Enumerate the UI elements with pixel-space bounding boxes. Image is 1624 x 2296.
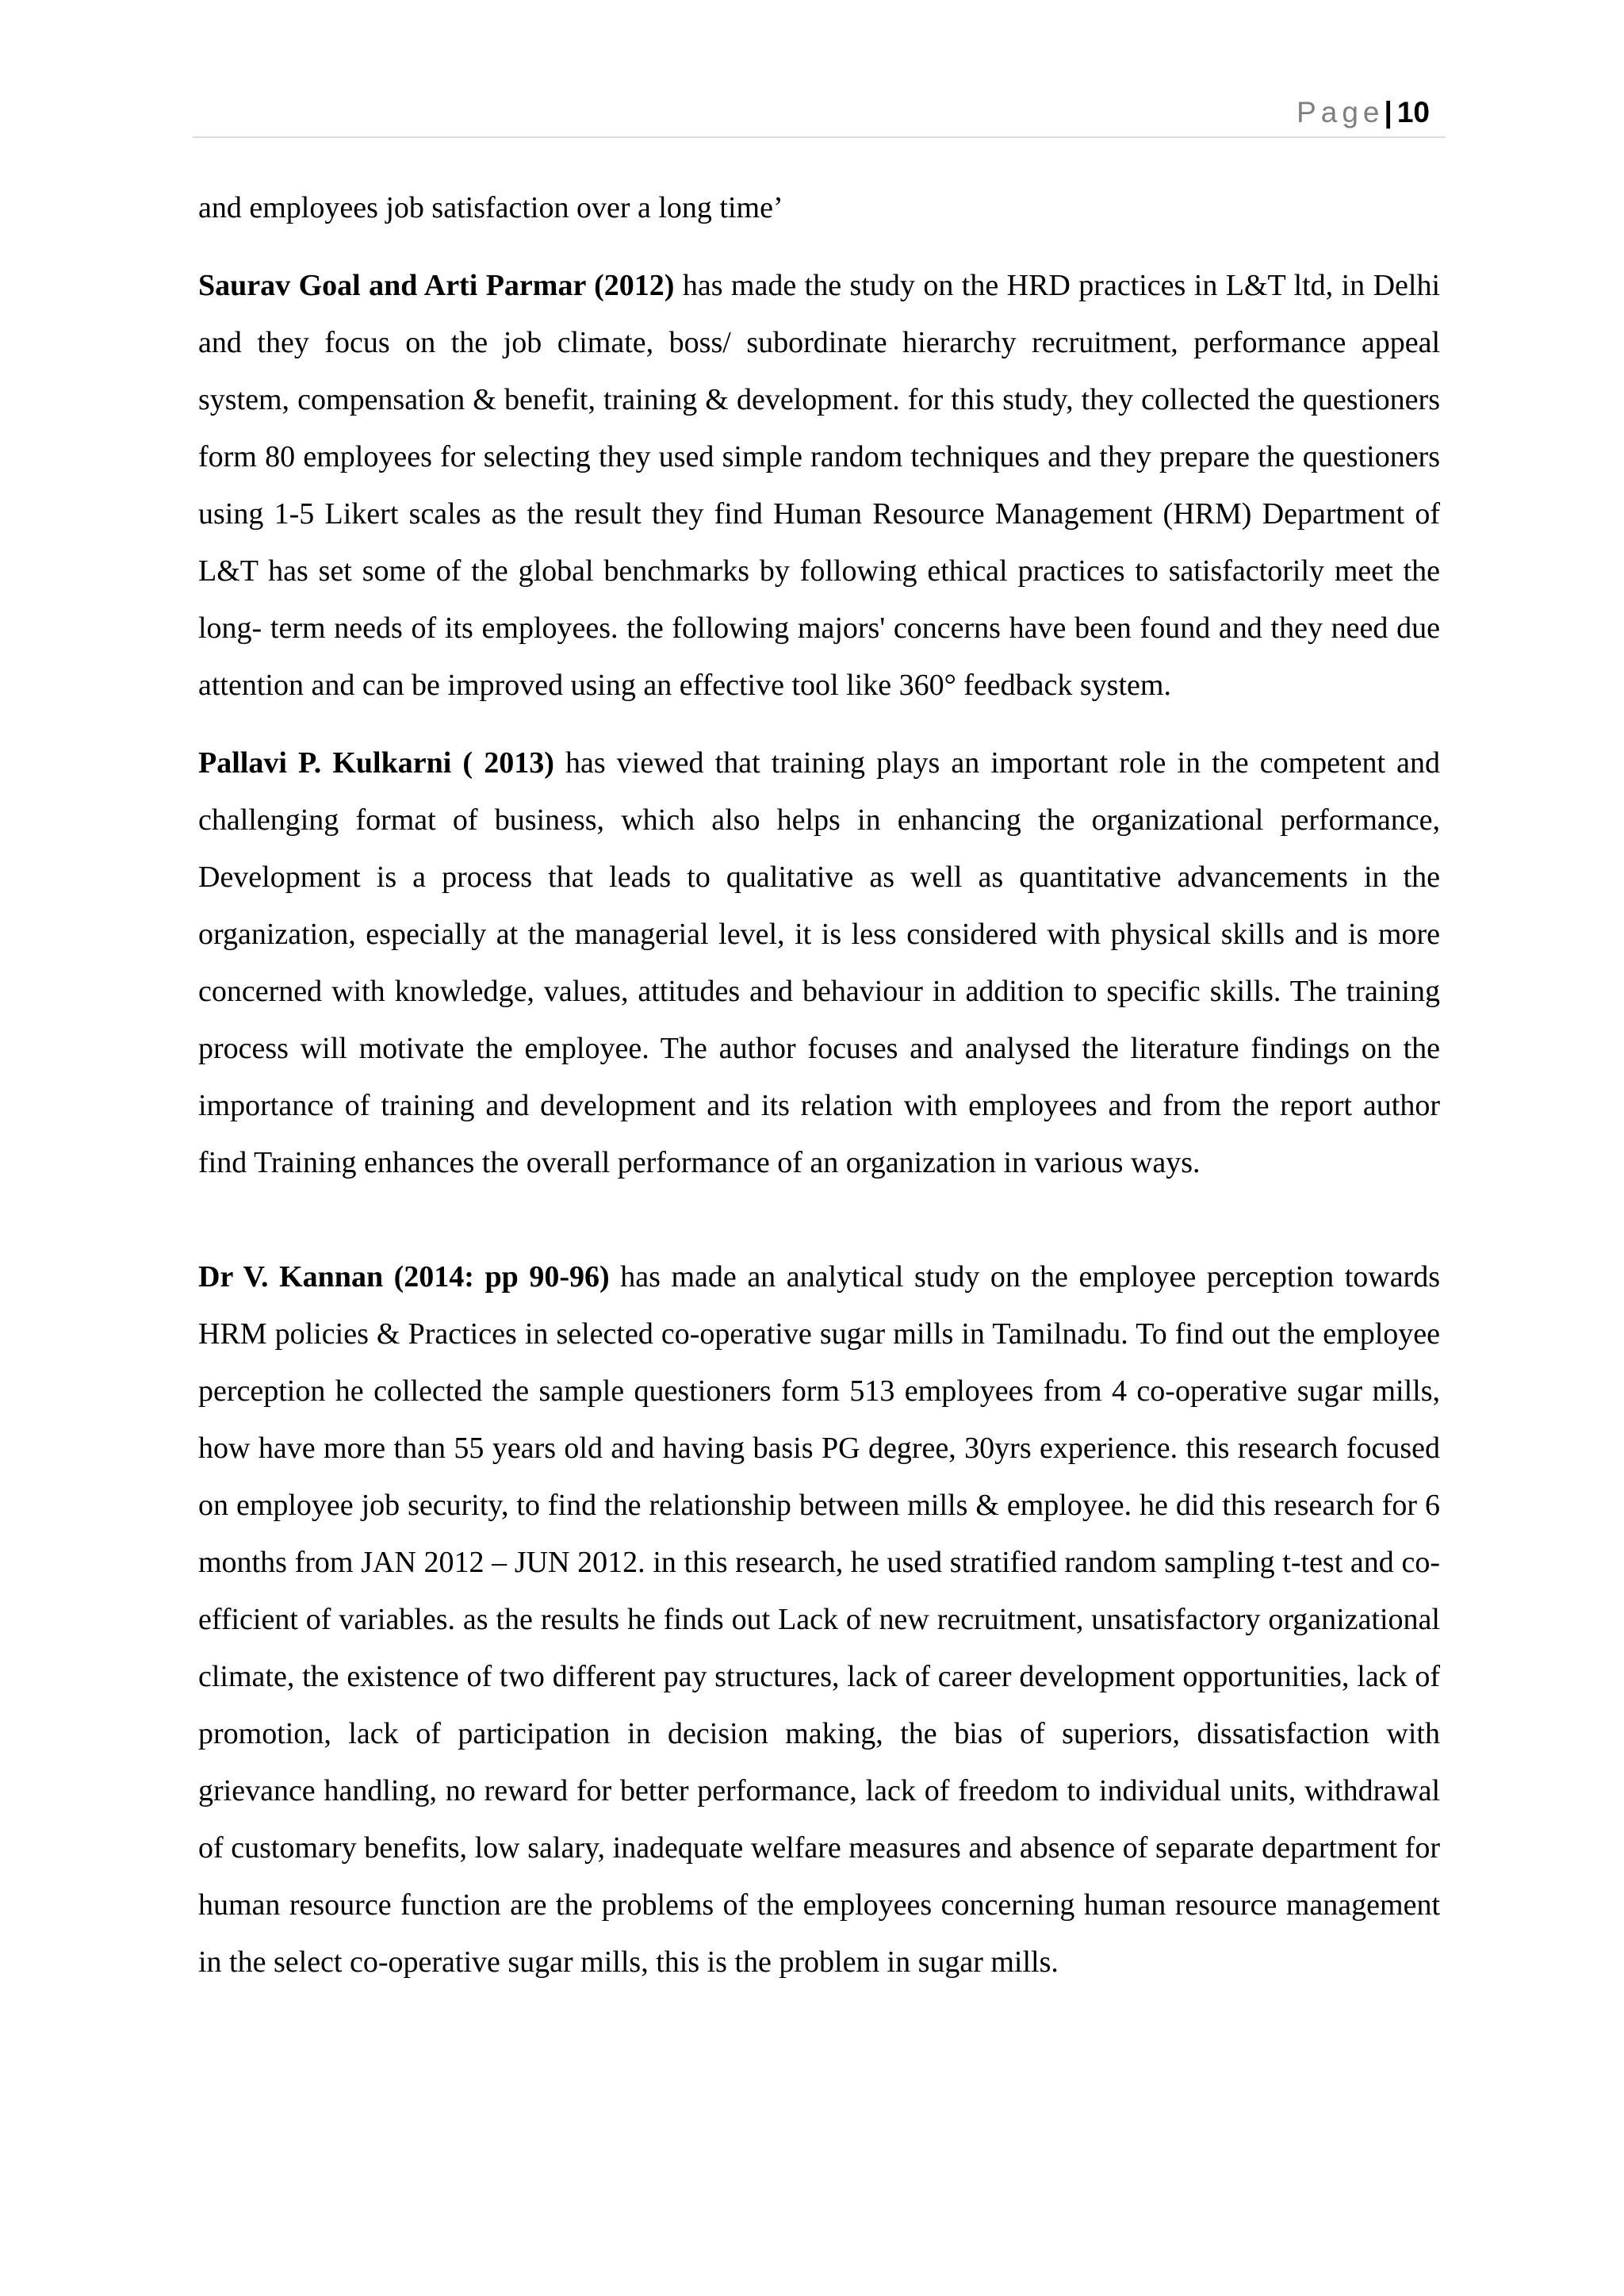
citation-author: Dr V. Kannan (2014: pp 90-96) bbox=[198, 1260, 610, 1294]
page-header bbox=[193, 94, 1446, 138]
paragraph-continuation bbox=[198, 179, 1440, 236]
paragraph-kannan bbox=[198, 1248, 1440, 1991]
citation-author: Saurav Goal and Arti Parmar (2012) bbox=[198, 269, 675, 302]
paragraph-text: has made the study on the HRD practices in L&T ltd, in Delhi and they focus on the job climate, boss/ subordinate hierarchy recruitment, performance appeal system, compensation & benefit, training & development. for this study, they collected the questioners form 80 employees for selecting they used simple random techniques and they prepare the questioners using 1-5 Likert scales as the result they find Human Resource Management (HRM) Department of L&T has set some of the global benchmarks by following ethical practices to satisfactorily meet the long- term needs of its employees. the following majors' concerns have been found and they need due attention and can be improved using an effective tool like 360° feedback system. bbox=[198, 269, 1440, 702]
paragraph-text: has viewed that training plays an important role in the competent and challenging format of business, which also helps in enhancing the organizational performance, Development is a process that leads to qualitative as well as quantitative advancements in the organization, especially at the managerial level, it is less considered with physical skills and is more concerned with knowledge, values, attitudes and behaviour in addition to specific skills. The training process will motivate the employee. The author focuses and analysed the literature findings on the importance of training and development and its relation with employees and from the report author find Training enhances the overall performance of an organization in various ways. bbox=[198, 746, 1440, 1179]
page-number-value: 10 bbox=[1396, 96, 1430, 128]
citation-author: Pallavi P. Kulkarni ( 2013) bbox=[198, 746, 554, 780]
paragraph-kulkarni bbox=[198, 734, 1440, 1191]
page-label: Page bbox=[1297, 96, 1385, 128]
paragraph-text: has made an analytical study on the employee perception towards HRM policies & Practices in selected co-operative sugar mills in Tamilnadu. To find out the employee perception he collected the sample questioners form 513 employees from 4 co-operative sugar mills, how have more than 55 years old and having basis PG degree, 30yrs experience. this research focused on employee job security, to find the relationship between mills & employee. he did this research for 6 months from JAN 2012 – JUN 2012. in this research, he used stratified random sampling t-test and co-efficient of variables. as the results he finds out Lack of new recruitment, unsatisfactory organizational climate, the existence of two different pay structures, lack of career development opportunities, lack of promotion, lack of participation in decision making, the bias of superiors, dissatisfaction with grievance handling, no reward for better performance, lack of freedom to individual units, withdrawal of customary benefits, low salary, inadequate welfare measures and absence of separate department for human resource function are the problems of the employees concerning human resource management in the select co-operative sugar mills, this is the problem in sugar mills. bbox=[198, 1260, 1441, 1979]
page-separator: | bbox=[1384, 96, 1392, 128]
paragraph-goal-parmar bbox=[198, 257, 1440, 714]
paragraph-text: and employees job satisfaction over a long time’ bbox=[198, 191, 783, 224]
page-number bbox=[1297, 97, 1430, 128]
document-body bbox=[198, 179, 1440, 2011]
